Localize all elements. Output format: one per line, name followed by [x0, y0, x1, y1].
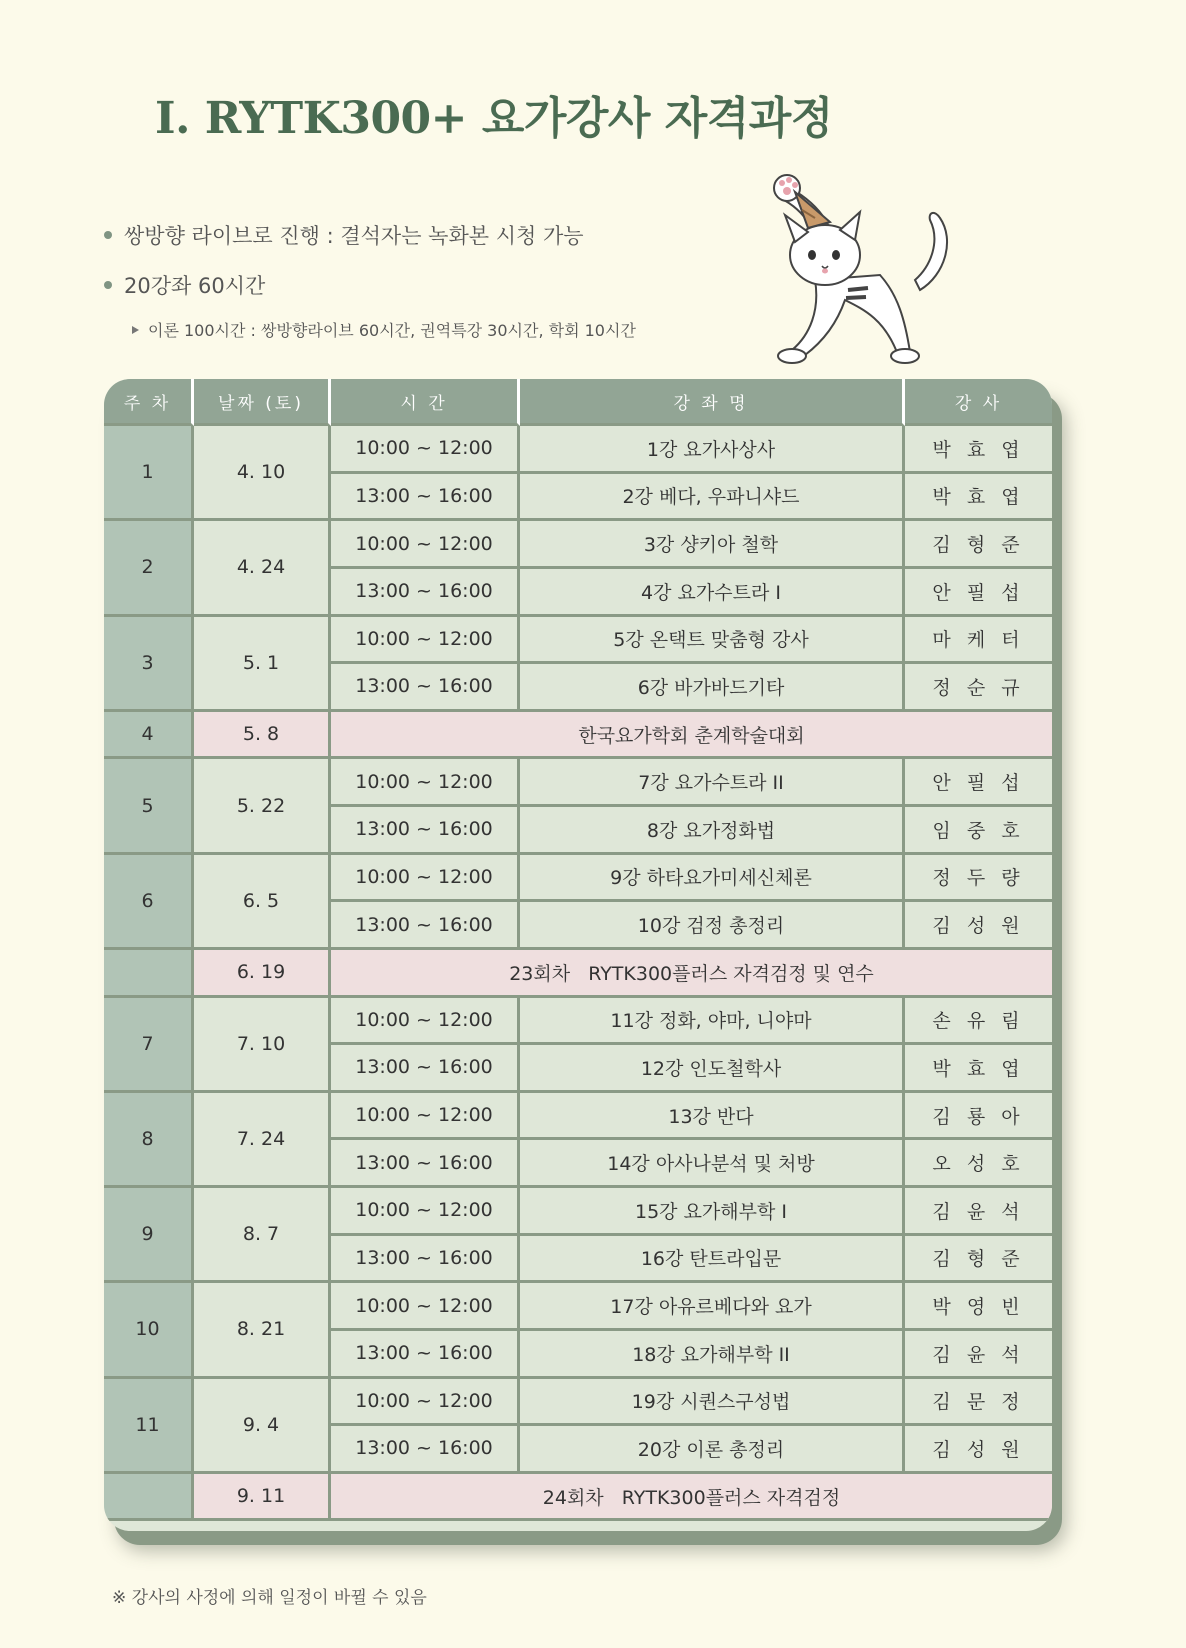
time-cell: 13:00 ~ 16:00	[331, 1045, 520, 1093]
instructor-cell: 정 순 규	[905, 664, 1052, 712]
week-cell: 3	[104, 617, 194, 712]
date-cell: 9. 4	[194, 1379, 331, 1474]
date-cell: 4. 24	[194, 521, 331, 616]
time-cell: 10:00 ~ 12:00	[331, 1283, 520, 1331]
event-cell: 24회차 RYTK300플러스 자격검정	[331, 1474, 1052, 1522]
instructor-cell: 박 영 빈	[905, 1283, 1052, 1331]
footnote: ※ 강사의 사정에 의해 일정이 바뀔 수 있음	[112, 1588, 427, 1608]
lecture-cell: 11강 정화, 야마, 니야마	[520, 998, 905, 1046]
time-cell: 13:00 ~ 16:00	[331, 807, 520, 855]
instructor-cell: 마 케 터	[905, 617, 1052, 665]
time-cell: 13:00 ~ 16:00	[331, 664, 520, 712]
lecture-cell: 5강 온택트 맞춤형 강사	[520, 617, 905, 665]
time-cell: 13:00 ~ 16:00	[331, 1140, 520, 1188]
time-cell: 10:00 ~ 12:00	[331, 1093, 520, 1141]
lecture-cell: 12강 인도철학사	[520, 1045, 905, 1093]
sub-bullet-text: 이론 100시간 : 쌍방향라이브 60시간, 권역특강 30시간, 학회 10시간	[148, 321, 636, 340]
instructor-cell: 김 룡 아	[905, 1093, 1052, 1141]
lecture-cell: 19강 시퀀스구성법	[520, 1379, 905, 1427]
instructor-cell: 박 효 엽	[905, 1045, 1052, 1093]
time-cell: 10:00 ~ 12:00	[331, 426, 520, 474]
bullet-dot-icon	[104, 231, 112, 239]
lecture-cell: 7강 요가수트라 II	[520, 759, 905, 807]
page-title: I. RYTK300+ 요가강사 자격과정	[155, 93, 833, 144]
week-cell	[104, 950, 194, 998]
time-cell: 13:00 ~ 16:00	[331, 902, 520, 950]
date-cell: 7. 24	[194, 1093, 331, 1188]
triangle-bullet-icon	[132, 326, 139, 334]
instructor-cell: 안 필 섭	[905, 759, 1052, 807]
schedule-table	[104, 379, 1052, 1531]
instructor-cell: 오 성 호	[905, 1140, 1052, 1188]
time-cell: 10:00 ~ 12:00	[331, 759, 520, 807]
date-cell: 8. 21	[194, 1283, 331, 1378]
bullet-text: 20강좌 60시간	[124, 274, 266, 298]
header-cell: 날짜 (토)	[194, 379, 331, 426]
time-cell: 10:00 ~ 12:00	[331, 998, 520, 1046]
header-cell: 강 좌 명	[520, 379, 905, 426]
time-cell: 10:00 ~ 12:00	[331, 617, 520, 665]
date-cell: 4. 10	[194, 426, 331, 521]
instructor-cell: 박 효 엽	[905, 426, 1052, 474]
week-cell: 2	[104, 521, 194, 616]
week-cell: 10	[104, 1283, 194, 1378]
lecture-cell: 6강 바가바드기타	[520, 664, 905, 712]
date-cell: 6. 5	[194, 855, 331, 950]
date-cell: 9. 11	[194, 1474, 331, 1522]
lecture-cell: 20강 이론 총정리	[520, 1426, 905, 1474]
time-cell: 13:00 ~ 16:00	[331, 474, 520, 522]
week-cell: 7	[104, 998, 194, 1093]
week-cell: 1	[104, 426, 194, 521]
week-cell: 8	[104, 1093, 194, 1188]
bullet-text: 쌍방향 라이브로 진행 : 결석자는 녹화본 시청 가능	[124, 224, 584, 248]
schedule-grid	[104, 379, 1052, 1531]
instructor-cell: 정 두 량	[905, 855, 1052, 903]
time-cell: 13:00 ~ 16:00	[331, 1426, 520, 1474]
instructor-cell: 김 형 준	[905, 521, 1052, 569]
date-cell: 7. 10	[194, 998, 331, 1093]
instructor-cell: 김 문 정	[905, 1379, 1052, 1427]
instructor-cell: 김 윤 석	[905, 1331, 1052, 1379]
instructor-cell: 김 성 원	[905, 1426, 1052, 1474]
time-cell: 10:00 ~ 12:00	[331, 1188, 520, 1236]
instructor-cell: 안 필 섭	[905, 569, 1052, 617]
instructor-cell: 박 효 엽	[905, 474, 1052, 522]
date-cell: 5. 8	[194, 712, 331, 760]
lecture-cell: 2강 베다, 우파니샤드	[520, 474, 905, 522]
week-cell: 11	[104, 1379, 194, 1474]
week-cell: 6	[104, 855, 194, 950]
instructor-cell: 김 성 원	[905, 902, 1052, 950]
instructor-cell: 김 형 준	[905, 1236, 1052, 1284]
instructor-cell: 손 유 림	[905, 998, 1052, 1046]
lecture-cell: 13강 반다	[520, 1093, 905, 1141]
event-cell: 한국요가학회 춘계학술대회	[331, 712, 1052, 760]
instructor-cell: 임 중 호	[905, 807, 1052, 855]
week-cell: 4	[104, 712, 194, 760]
week-cell: 9	[104, 1188, 194, 1283]
lecture-cell: 9강 하타요가미세신체론	[520, 855, 905, 903]
lecture-cell: 1강 요가사상사	[520, 426, 905, 474]
date-cell: 8. 7	[194, 1188, 331, 1283]
time-cell: 10:00 ~ 12:00	[331, 855, 520, 903]
bullet-dot-icon	[104, 281, 112, 289]
lecture-cell: 16강 탄트라입문	[520, 1236, 905, 1284]
week-cell	[104, 1474, 194, 1522]
yoga-cat-icon	[770, 170, 970, 380]
time-cell: 13:00 ~ 16:00	[331, 569, 520, 617]
lecture-cell: 4강 요가수트라 I	[520, 569, 905, 617]
lecture-cell: 18강 요가해부학 II	[520, 1331, 905, 1379]
date-cell: 5. 1	[194, 617, 331, 712]
header-cell: 시 간	[331, 379, 520, 426]
lecture-cell: 8강 요가정화법	[520, 807, 905, 855]
instructor-cell: 김 윤 석	[905, 1188, 1052, 1236]
bullet-live	[104, 220, 584, 250]
time-cell: 13:00 ~ 16:00	[331, 1331, 520, 1379]
time-cell: 13:00 ~ 16:00	[331, 1236, 520, 1284]
event-cell: 23회차 RYTK300플러스 자격검정 및 연수	[331, 950, 1052, 998]
lecture-cell: 3강 샹키아 철학	[520, 521, 905, 569]
bullet-hours	[104, 270, 265, 300]
lecture-cell: 14강 아사나분석 및 처방	[520, 1140, 905, 1188]
header-cell: 주 차	[104, 379, 194, 426]
time-cell: 10:00 ~ 12:00	[331, 1379, 520, 1427]
week-cell: 5	[104, 759, 194, 854]
header-cell: 강 사	[905, 379, 1052, 426]
lecture-cell: 15강 요가해부학 I	[520, 1188, 905, 1236]
time-cell: 10:00 ~ 12:00	[331, 521, 520, 569]
date-cell: 5. 22	[194, 759, 331, 854]
sub-bullet	[132, 318, 636, 341]
lecture-cell: 10강 검정 총정리	[520, 902, 905, 950]
lecture-cell: 17강 아유르베다와 요가	[520, 1283, 905, 1331]
date-cell: 6. 19	[194, 950, 331, 998]
